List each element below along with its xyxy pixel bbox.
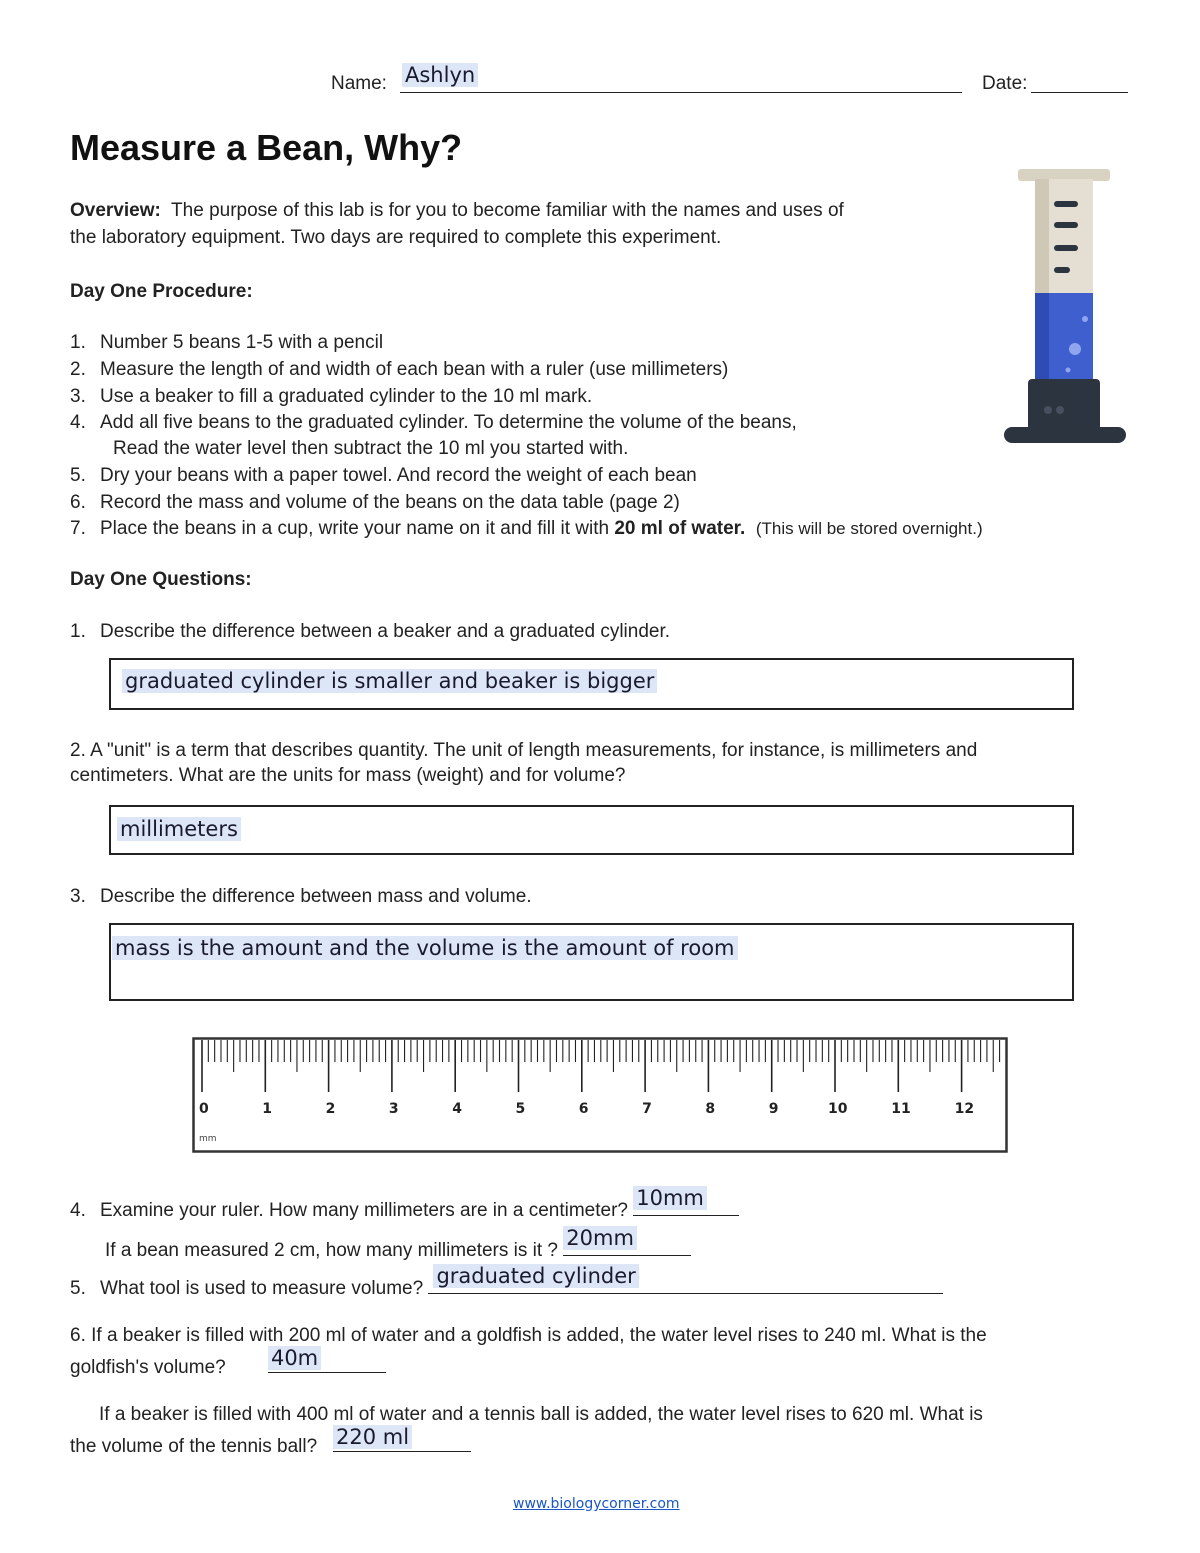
cylinder-bubble-2 [1082,316,1088,322]
ruler-label: 2 [325,1101,336,1117]
name-label: Name: [331,73,387,94]
cylinder-mark-1 [1054,201,1078,207]
footer-link[interactable]: www.biologycorner.com [513,1496,680,1512]
ruler-label: 12 [954,1101,975,1117]
procedure-step-5: 5. Dry your beans with a paper towel. And record the weight of each bean [70,465,697,486]
cylinder-mark-3 [1054,245,1078,251]
overview-line-1 [70,200,844,222]
procedure-step-3: 3. Use a beaker to fill a graduated cylinder to the 10 ml mark. [70,386,593,407]
procedure-step-7: 7. Place the beans in a cup, write your name on it and fill it with 20 ml of water. (This will be stored overnight.) [70,518,983,539]
answer-2: millimeters [117,817,241,841]
ruler-label: 3 [388,1101,399,1117]
question-5: 5. What tool is used to measure volume? graduated cylinder [70,1273,943,1300]
procedure-step-2: 2. Measure the length of and width of each bean with a ruler (use millimeters) [70,359,729,380]
cylinder-base-top [1028,379,1100,431]
answer-1: graduated cylinder is smaller and beaker is bigger [122,669,657,693]
procedure-step-7-bold: 20 ml of water. [614,518,746,539]
procedure-heading: Day One Procedure: [70,281,253,302]
date-label: Date: [982,73,1028,94]
questions-heading: Day One Questions: [70,569,252,590]
cylinder-base-foot [1004,427,1126,443]
answer-5: graduated cylinder [433,1264,638,1288]
overview-line-2: the laboratory equipment. Two days are required to complete this experiment. [70,227,722,248]
ruler-label: 5 [515,1101,526,1117]
answer-6-sub-line[interactable] [333,1425,471,1452]
cylinder-mark-2 [1054,222,1078,228]
answer-box-1[interactable] [109,658,1074,710]
ruler-label: 1 [262,1101,273,1117]
question-2-line-1: 2. A "unit" is a term that describes quantity. The unit of length measurements, for instance, is millimeters and [70,740,978,761]
name-answer: Ashlyn [402,63,478,87]
question-6-sub-line-2: the volume of the tennis ball? 220 ml [70,1431,471,1458]
ruler-label: 10 [828,1101,848,1117]
cylinder-bubble-3 [1066,368,1071,373]
procedure-step-6: 6. Record the mass and volume of the beans on the data table (page 2) [70,492,680,513]
overview-label: Overview: [70,200,161,221]
graduated-cylinder-illustration [1000,165,1130,450]
answer-4-sub: 20mm [563,1226,637,1250]
ruler-label: 11 [891,1101,911,1117]
page-title: Measure a Bean, Why? [70,127,463,168]
ruler-label: 7 [642,1101,652,1117]
procedure-step-1: 1. Number 5 beans 1-5 with a pencil [70,332,384,353]
ruler-label: 6 [578,1101,589,1117]
date-line[interactable] [1031,66,1128,93]
answer-4: 10mm [633,1186,707,1210]
cylinder-base-dot-1 [1044,406,1052,414]
question-4-sub: If a bean measured 2 cm, how many millimeters is it ? 20mm [105,1235,691,1262]
answer-4-sub-line[interactable] [563,1226,691,1256]
cylinder-bubble-1 [1069,343,1081,355]
cylinder-mark-4 [1054,267,1070,273]
ruler-illustration [192,1037,1009,1154]
procedure-step-4: 4. Add all five beans to the graduated cylinder. To determine the volume of the beans, [70,412,797,433]
procedure-step-7-note: (This will be stored overnight.) [755,519,983,538]
ruler-unit: mm [199,1134,217,1144]
answer-6-line[interactable] [268,1346,386,1373]
footer [513,1492,680,1514]
cylinder-glass-shade [1035,179,1049,294]
ruler-label: 0 [199,1101,209,1117]
ruler-label: 9 [768,1101,779,1117]
name-line[interactable] [400,63,962,93]
answer-box-2[interactable] [109,805,1074,855]
ruler-label: 4 [452,1101,462,1117]
answer-box-3[interactable] [109,923,1074,1001]
cylinder-liquid-shade [1035,293,1049,383]
answer-6-sub: 220 ml [333,1425,412,1449]
question-1: 1. Describe the difference between a beaker and a graduated cylinder. [70,621,671,642]
question-6-sub-line-1: If a beaker is filled with 400 ml of water and a tennis ball is added, the water level rises to 620 ml. What is [99,1404,983,1425]
question-4: 4. Examine your ruler. How many millimeters are in a centimeter? 10mm [70,1195,739,1222]
answer-5-line[interactable] [428,1264,943,1294]
cylinder-base-dot-2 [1056,406,1064,414]
answer-4-line[interactable] [633,1186,739,1216]
ruler-label: 8 [705,1101,716,1117]
answer-6: 40m [268,1346,321,1370]
question-6-line-1: 6. If a beaker is filled with 200 ml of water and a goldfish is added, the water level rises to 240 ml. What is the [70,1325,987,1346]
overview-text-1: The purpose of this lab is for you to become familiar with the names and uses of [171,200,844,221]
procedure-step-4-cont: Read the water level then subtract the 10 ml you started with. [113,438,629,459]
question-3: 3. Describe the difference between mass and volume. [70,886,532,907]
question-2-line-2: centimeters. What are the units for mass (weight) and for volume? [70,765,626,786]
answer-3: mass is the amount and the volume is the amount of room [112,936,738,960]
question-6-line-2: goldfish's volume? 40m [70,1352,386,1379]
